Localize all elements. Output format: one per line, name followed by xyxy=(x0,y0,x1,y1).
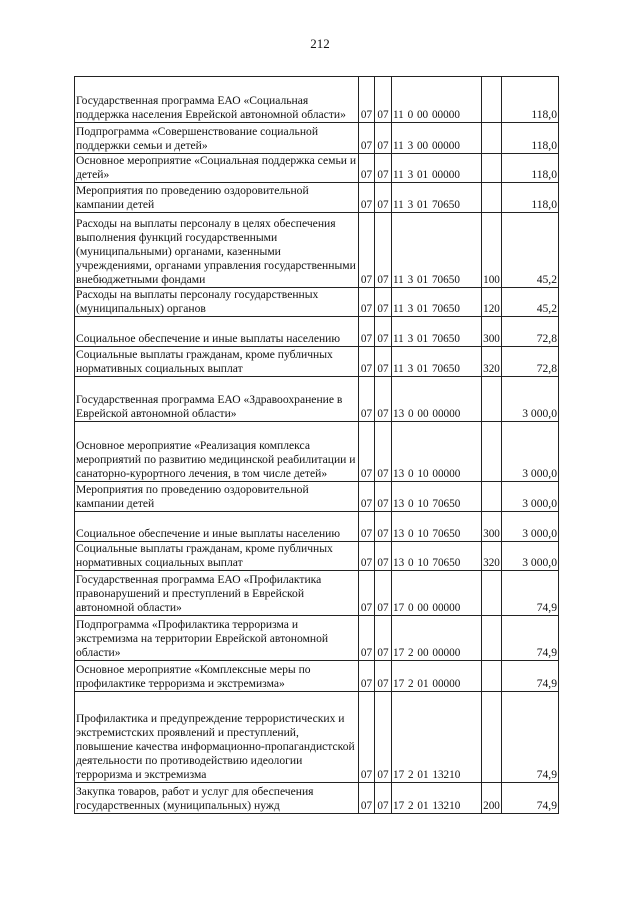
row-amount: 3 000,0 xyxy=(502,512,559,542)
row-target-article: 11 0 00 00000 xyxy=(392,77,482,123)
row-name: Мероприятия по проведению оздоровительной кампании детей xyxy=(75,183,359,213)
row-amount: 72,8 xyxy=(502,317,559,347)
row-subsection: 07 xyxy=(375,512,392,542)
row-name: Подпрограмма «Совершенствование социальной поддержки семьи и детей» xyxy=(75,123,359,154)
row-section: 07 xyxy=(359,692,375,783)
row-amount: 3 000,0 xyxy=(502,542,559,571)
row-amount: 118,0 xyxy=(502,123,559,154)
row-name: Расходы на выплаты персоналу в целях обеспечения выполнения функций государственными (муниципальными) органами, казенными учреждениями, органами управления государственными внебюджетными фондами xyxy=(75,213,359,288)
table-row xyxy=(75,77,559,123)
row-expense-type xyxy=(482,183,502,213)
row-target-article: 17 2 00 00000 xyxy=(392,616,482,661)
row-target-article: 17 2 01 13210 xyxy=(392,692,482,783)
row-expense-type xyxy=(482,422,502,482)
row-expense-type xyxy=(482,616,502,661)
row-name: Расходы на выплаты персоналу государственных (муниципальных) органов xyxy=(75,288,359,317)
row-target-article: 11 3 01 70650 xyxy=(392,288,482,317)
table-row xyxy=(75,347,559,377)
row-amount: 74,9 xyxy=(502,571,559,616)
row-subsection: 07 xyxy=(375,213,392,288)
row-name: Социальные выплаты гражданам, кроме публичных нормативных социальных выплат xyxy=(75,347,359,377)
row-target-article: 13 0 10 70650 xyxy=(392,542,482,571)
row-name: Социальное обеспечение и иные выплаты населению xyxy=(75,512,359,542)
row-amount: 74,9 xyxy=(502,661,559,692)
row-section: 07 xyxy=(359,213,375,288)
row-section: 07 xyxy=(359,482,375,512)
row-target-article: 17 2 01 00000 xyxy=(392,661,482,692)
row-expense-type xyxy=(482,377,502,422)
row-expense-type xyxy=(482,571,502,616)
row-expense-type xyxy=(482,692,502,783)
table-row xyxy=(75,692,559,783)
row-name: Основное мероприятие «Социальная поддержка семьи и детей» xyxy=(75,154,359,183)
row-subsection: 07 xyxy=(375,482,392,512)
row-name: Государственная программа ЕАО «Профилактика правонарушений и преступлений в Еврейской автономной области» xyxy=(75,571,359,616)
row-section: 07 xyxy=(359,783,375,814)
row-target-article: 13 0 00 00000 xyxy=(392,377,482,422)
row-section: 07 xyxy=(359,512,375,542)
table-row xyxy=(75,422,559,482)
row-expense-type: 120 xyxy=(482,288,502,317)
row-amount: 72,8 xyxy=(502,347,559,377)
row-expense-type xyxy=(482,77,502,123)
row-subsection: 07 xyxy=(375,123,392,154)
row-amount: 74,9 xyxy=(502,616,559,661)
row-section: 07 xyxy=(359,183,375,213)
row-target-article: 13 0 10 70650 xyxy=(392,512,482,542)
table-row xyxy=(75,571,559,616)
row-expense-type: 320 xyxy=(482,347,502,377)
row-section: 07 xyxy=(359,77,375,123)
row-amount: 3 000,0 xyxy=(502,422,559,482)
row-expense-type xyxy=(482,482,502,512)
row-section: 07 xyxy=(359,422,375,482)
row-subsection: 07 xyxy=(375,692,392,783)
row-target-article: 11 3 01 70650 xyxy=(392,213,482,288)
row-expense-type: 300 xyxy=(482,512,502,542)
row-section: 07 xyxy=(359,123,375,154)
row-amount: 74,9 xyxy=(502,692,559,783)
row-subsection: 07 xyxy=(375,317,392,347)
row-target-article: 13 0 10 00000 xyxy=(392,422,482,482)
row-subsection: 07 xyxy=(375,571,392,616)
table-row xyxy=(75,616,559,661)
row-section: 07 xyxy=(359,347,375,377)
row-name: Государственная программа ЕАО «Социальная поддержка населения Еврейской автономной области» xyxy=(75,77,359,123)
row-expense-type: 320 xyxy=(482,542,502,571)
table-row xyxy=(75,183,559,213)
row-expense-type: 100 xyxy=(482,213,502,288)
row-section: 07 xyxy=(359,661,375,692)
row-amount: 118,0 xyxy=(502,77,559,123)
row-section: 07 xyxy=(359,317,375,347)
row-subsection: 07 xyxy=(375,154,392,183)
row-section: 07 xyxy=(359,571,375,616)
row-name: Подпрограмма «Профилактика терроризма и экстремизма на территории Еврейской автономной области» xyxy=(75,616,359,661)
row-section: 07 xyxy=(359,288,375,317)
row-target-article: 11 3 01 70650 xyxy=(392,347,482,377)
row-name: Социальные выплаты гражданам, кроме публичных нормативных социальных выплат xyxy=(75,542,359,571)
row-section: 07 xyxy=(359,616,375,661)
table-row xyxy=(75,154,559,183)
row-section: 07 xyxy=(359,154,375,183)
row-name: Основное мероприятие «Комплексные меры по профилактике терроризма и экстремизма» xyxy=(75,661,359,692)
table-row xyxy=(75,377,559,422)
row-name: Закупка товаров, работ и услуг для обеспечения государственных (муниципальных) нужд xyxy=(75,783,359,814)
row-target-article: 13 0 10 70650 xyxy=(392,482,482,512)
table-row xyxy=(75,542,559,571)
row-target-article: 17 0 00 00000 xyxy=(392,571,482,616)
table-row xyxy=(75,123,559,154)
row-expense-type xyxy=(482,154,502,183)
row-expense-type xyxy=(482,661,502,692)
row-subsection: 07 xyxy=(375,661,392,692)
row-amount: 3 000,0 xyxy=(502,377,559,422)
row-target-article: 11 3 01 00000 xyxy=(392,154,482,183)
row-name: Основное мероприятие «Реализация комплекса мероприятий по развитию медицинской реабилитации и санаторно-курортного лечения, в том числе детей» xyxy=(75,422,359,482)
row-subsection: 07 xyxy=(375,783,392,814)
row-subsection: 07 xyxy=(375,183,392,213)
table-row xyxy=(75,783,559,814)
row-amount: 118,0 xyxy=(502,183,559,213)
row-expense-type: 200 xyxy=(482,783,502,814)
row-amount: 45,2 xyxy=(502,288,559,317)
row-name: Мероприятия по проведению оздоровительной кампании детей xyxy=(75,482,359,512)
budget-table xyxy=(74,76,559,814)
table-row xyxy=(75,512,559,542)
table-row xyxy=(75,482,559,512)
row-target-article: 17 2 01 13210 xyxy=(392,783,482,814)
table-row xyxy=(75,213,559,288)
row-subsection: 07 xyxy=(375,288,392,317)
row-name: Социальное обеспечение и иные выплаты населению xyxy=(75,317,359,347)
row-amount: 45,2 xyxy=(502,213,559,288)
row-section: 07 xyxy=(359,542,375,571)
row-amount: 74,9 xyxy=(502,783,559,814)
row-name: Профилактика и предупреждение террористических и экстремистских проявлений и преступлений, повышение качества информационно-пропагандистской деятельности по противодействию идеологии терроризма и экстремизма xyxy=(75,692,359,783)
row-subsection: 07 xyxy=(375,542,392,571)
row-target-article: 11 3 01 70650 xyxy=(392,183,482,213)
row-amount: 118,0 xyxy=(502,154,559,183)
table-row xyxy=(75,661,559,692)
row-subsection: 07 xyxy=(375,347,392,377)
row-expense-type: 300 xyxy=(482,317,502,347)
row-target-article: 11 3 01 70650 xyxy=(392,317,482,347)
row-subsection: 07 xyxy=(375,422,392,482)
row-target-article: 11 3 00 00000 xyxy=(392,123,482,154)
table-row xyxy=(75,288,559,317)
page-number: 212 xyxy=(310,36,330,51)
row-expense-type xyxy=(482,123,502,154)
row-section: 07 xyxy=(359,377,375,422)
table-row xyxy=(75,317,559,347)
row-subsection: 07 xyxy=(375,77,392,123)
row-subsection: 07 xyxy=(375,377,392,422)
row-name: Государственная программа ЕАО «Здравоохранение в Еврейской автономной области» xyxy=(75,377,359,422)
row-amount: 3 000,0 xyxy=(502,482,559,512)
row-subsection: 07 xyxy=(375,616,392,661)
